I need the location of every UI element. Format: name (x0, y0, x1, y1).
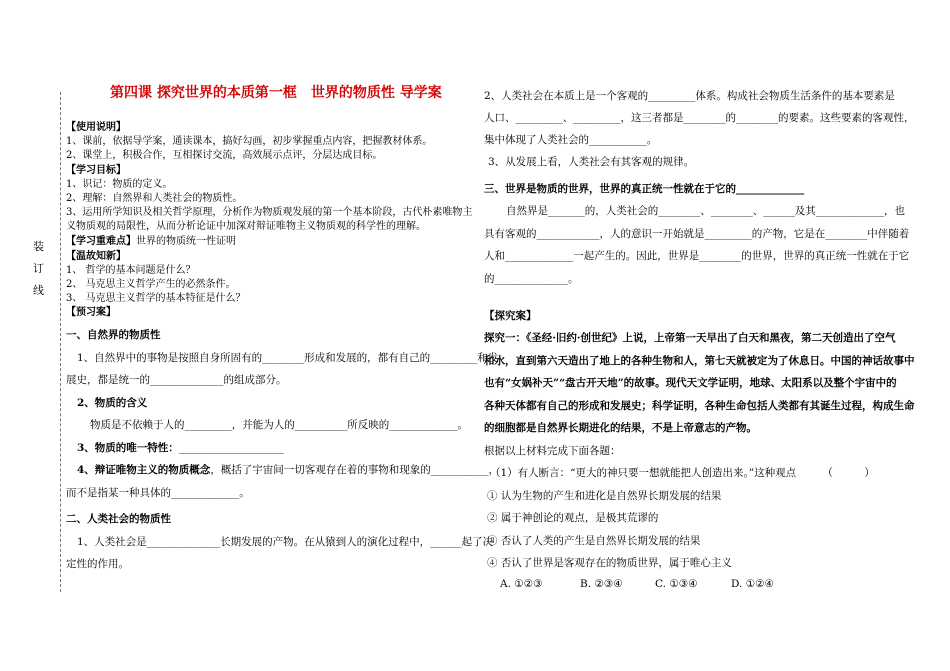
s1-line-1: 1、自然界中的事物是按照自身所固有的________形成和发展的，都有自己的_________和发 (77, 352, 499, 364)
usage-item-1: 1、课前，依据导学案，通读课本，搞好勾画，初步掌握重点内容，把握教材体系。 (66, 136, 433, 147)
s5-line-1: 1、人类社会是______________长期发展的产物。在从猿到人的演化过程中，______起了决 (77, 536, 494, 548)
s4-rest: ，概括了宇宙间一切客观存在着的事物和现象的___________， (210, 464, 500, 476)
explore-line-3: 也有“女娲补天”“盘古开天地”的故事。现代天文学证明，地球、太阳系以及整个宇宙中的 (484, 377, 897, 389)
s4-bold: 4、辩证唯物主义的物质概念 (77, 464, 211, 476)
s2-heading: 2、物质的含义 (77, 397, 148, 409)
choice-b: B. ②③④ (580, 578, 623, 590)
w-line-4: 的______________。 (484, 273, 579, 285)
s2-line-1: 物质是不依赖于人的_________，并能为人的__________所反映的_____________。 (90, 419, 468, 431)
w-line-3: 人和_____________一起产生的。因此，世界是________的世界，世界的真正统一性就在于它 (484, 250, 910, 262)
r2-line-3: 集中体现了人类社会的___________。 (484, 134, 658, 146)
goal-item-3a: 3、运用所学知识及相关哲学原理，分析作为物质观发展的第一个基本阶段，古代朴素唯物主 (66, 207, 473, 218)
review-heading: 【温故知新】 (66, 251, 126, 262)
option-2: ② 属于神创论的观点，是极其荒谬的 (487, 512, 659, 524)
option-1: ① 认为生物的产生和进化是自然界长期发展的结果 (487, 490, 722, 502)
s5-line-2: 定性的作用。 (66, 558, 129, 570)
section2-heading: 二、人类社会的物质性 (66, 513, 171, 525)
review-item-1: 1、 哲学的基本问题是什么？ (66, 265, 196, 276)
goal-item-2: 2、理解：自然界和人类社会的物质性。 (66, 193, 243, 204)
explore-line-4: 各种天体都有自己的形成和发展史；科学证明，各种生命包括人类都有其诞生过程，构成生命 (484, 400, 915, 412)
review-item-2: 2、 马克思主义哲学产生的必然条件。 (66, 279, 236, 290)
binding-label-2: 订 (33, 262, 44, 275)
question-1: （1）有人断言：“更大的神只要一想就能把人创造出来。”这种观点 （ ） (490, 467, 875, 479)
section3-heading: 三、世界是物质的世界，世界的真正统一性就在于它的_____________ (484, 183, 805, 195)
s4-line-1 (77, 463, 499, 477)
page-title: 第四课 探究世界的本质第一框 世界的物质性 导学案 (110, 85, 442, 101)
review-item-3: 3、 马克思主义哲学的基本特征是什么？ (66, 293, 246, 304)
w-line-2: 具有客观的____________，人的意识一开始就是_________的产物，它是在________中伴随着 (484, 228, 910, 240)
explore-line-1: 探究一：《圣经·旧约·创世纪》上说，上帝第一天早出了白天和黑夜，第二天创造出了空气 (484, 332, 896, 344)
goal-item-1: 1、识记：物质的定义。 (66, 179, 173, 190)
explore-heading: 【探究案】 (484, 310, 537, 322)
key-heading: 【学习重难点】 (66, 236, 136, 247)
explore-line-5: 的细胞都是自然界长期进化的结果，不是上帝意志的产物。 (484, 422, 757, 434)
r2-line-1: 2、人类社会在本质上是一个客观的_________体系。构成社会物质生活条件的基本要素是 (484, 90, 895, 102)
option-4: ④ 否认了世界是客观存在的物质世界，属于唯心主义 (487, 557, 732, 569)
goal-item-3b: 义物质观的局限性，从而分析论证中加深对辩证唯物主义物质观的科学性的理解。 (66, 221, 426, 232)
key-points (66, 235, 236, 248)
s3-heading: 3、物质的唯一特性： (77, 442, 179, 454)
option-3: ③ 否认了人类的产生是自然界长期发展的结果 (487, 535, 701, 547)
question-intro: 根据以上材料完成下面各题： (484, 445, 621, 457)
section1-heading: 一、自然界的物质性 (66, 329, 161, 341)
key-text: 世界的物质统一性证明 (136, 236, 236, 247)
choice-c: C. ①③④ (655, 578, 698, 590)
usage-item-2: 2、课堂上，积极合作，互相探讨交流，高效展示点评，分层达成目标。 (66, 150, 383, 161)
s3-line (77, 441, 284, 455)
explore-line-2: 和水，直到第六天造出了地上的各种生物和人，第七天就被定为了休息日。中国的神话故事中 (484, 355, 915, 367)
r2-line-2: 人口、_________、_________，这三者都是________的________的要素。这些要素的客观性， (484, 112, 915, 124)
s1-line-2: 展史，都是统一的______________的组成部分。 (66, 374, 287, 386)
choice-d: D. ①②④ (731, 578, 774, 590)
r3-line: 3、从发展上看，人类社会有其客观的规律。 (488, 156, 695, 168)
preview-heading: 【预习案】 (66, 307, 116, 318)
binding-label-1: 装 (33, 240, 44, 253)
s4-line-2: 而不是指某一种具体的_____________。 (66, 487, 250, 499)
w-line-1: 自然界是_______的，人类社会的________、________、______及其_____________，也 (506, 205, 905, 217)
choice-a: A. ①②③ (500, 578, 543, 590)
binding-dashed-line (60, 92, 61, 592)
s3-blank: ____________________ (178, 442, 284, 454)
binding-label-3: 线 (33, 284, 44, 297)
goal-heading: 【学习目标】 (66, 165, 126, 176)
usage-heading: 【使用说明】 (66, 122, 126, 133)
